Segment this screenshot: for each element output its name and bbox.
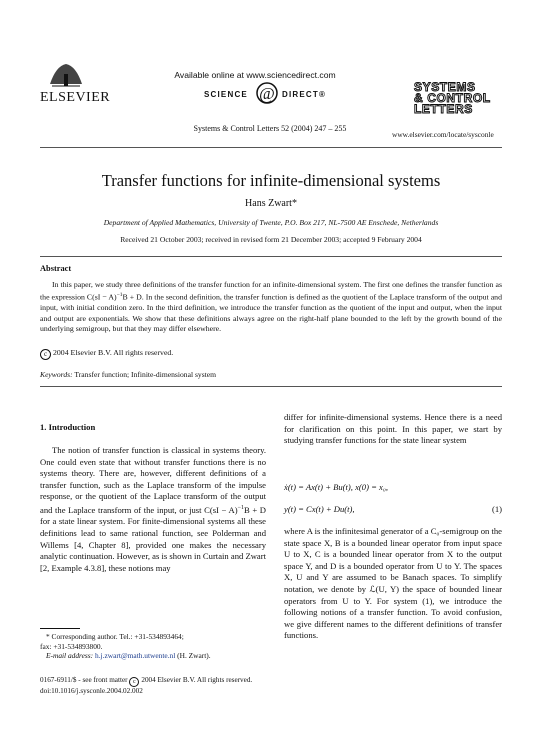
footnote-corresponding: * Corresponding author. Tel.: +31-534893464;	[46, 632, 184, 641]
article-affiliation: Department of Applied Mathematics, University of Twente, P.O. Box 217, NL-7500 AE Enschede, Netherlands	[103, 218, 439, 227]
abstract-bottom-divider	[40, 386, 502, 387]
footer-copyright: 2004 Elsevier B.V. All rights reserved.	[141, 676, 253, 684]
intro-right-paragraph-1: differ for infinite-dimensional systems. Hence there is a need for clarification on this point. In this paper, we start by studying transfer functions for the state linear system	[284, 412, 502, 446]
available-online-text: Available online at www.sciencedirect.com	[174, 70, 336, 80]
author-email-link[interactable]: h.j.zwart@math.utwente.nl	[95, 651, 176, 661]
svg-text:DIRECT®: DIRECT®	[282, 90, 327, 99]
footnote-fax: fax: +31-534893800.	[40, 641, 103, 651]
abstract-top-divider	[40, 256, 502, 257]
article-title: Transfer functions for infinite-dimensional systems	[101, 171, 441, 190]
page-footer	[40, 676, 502, 697]
footnote-rule	[40, 628, 80, 629]
footer-line-1	[40, 676, 502, 687]
footnote	[40, 632, 280, 661]
header-divider	[40, 147, 502, 148]
article-dates: Received 21 October 2003; received in revised form 21 December 2003; accepted 9 February 2004	[120, 235, 422, 244]
equation-line-1: ẋ(t) = Ax(t) + Bu(t), x(0) = x₀,	[284, 482, 388, 492]
equation-number: (1)	[491, 504, 502, 514]
footer-issn: 0167-6911/$ - see front matter	[40, 676, 130, 684]
journal-logo-line-1: SYSTEMS	[414, 80, 476, 94]
journal-reference: Systems & Control Letters 52 (2004) 247 – 255	[193, 124, 347, 133]
sciencedirect-logo	[186, 81, 348, 105]
elsevier-tree-icon	[46, 60, 86, 88]
intro-left-text-b: B + D for a state linear system. For finite-dimensional systems all these definitions lead to same rational function, see Polderman and Willems [4, Chapter 8], provided one makes the necessary analytic continuation. However, as is shown in Curtain and Zwart [2, Example 4.3.8], these notions may	[40, 504, 266, 573]
intro-left-superscript: −1	[237, 504, 244, 511]
keywords-text: Transfer function; Infinite-dimensional system	[74, 370, 217, 379]
article-author: Hans Zwart*	[245, 198, 297, 209]
keywords-label: Keywords:	[40, 370, 73, 379]
svg-text:@: @	[259, 84, 275, 103]
abstract-copyright-text: 2004 Elsevier B.V. All rights reserved.	[53, 348, 174, 357]
footnote-email-suffix: (H. Zwart).	[177, 651, 211, 661]
svg-text:SCIENCE: SCIENCE	[204, 90, 248, 99]
intro-left-paragraph	[40, 445, 266, 574]
abstract-heading: Abstract	[40, 264, 72, 273]
keywords	[40, 370, 502, 379]
journal-logo	[414, 82, 500, 115]
footnote-email-line	[40, 651, 280, 661]
publisher-logo: ELSEVIER	[40, 90, 111, 105]
copyright-icon: c	[40, 349, 51, 360]
equation-line-2	[284, 504, 502, 514]
section-heading: 1. Introduction	[40, 422, 96, 432]
footer-doi: doi:10.1016/j.sysconle.2004.02.002	[40, 687, 143, 695]
abstract-text-1: In this paper, we study three definitions of the transfer function for an infinite-dimensional system. The first one defines the transfer function as the expression C(sI − A)	[40, 280, 502, 302]
abstract-copyright	[40, 348, 502, 360]
intro-right-paragraph-2: where A is the infinitesimal generator of a C₀-semigroup on the state space X, B is a bounded linear operator from input space U to X, C is a bounded linear operator from X to the output space Y, and D is a bounded operator from U to Y. The spaces X, U and Y are assumed to be Banach spaces. To simplify notation, we denote by ℒ(U, Y) the space of bounded linear operators from U to Y. For system (1), we introduce the following notions of a transfer function. To avoid confusion, we give different names to the different definitions of transfer functions.	[284, 526, 502, 641]
abstract-body	[40, 280, 502, 335]
abstract-text-2: B + D. In the second definition, the transfer function is defined as the quotient of the Laplace transform of the output and input, with initial condition zero. In the third definition, we introduce the transfer function as the quotient of the input and output, when the input and output are exponentials. We show that these definitions always agree on the right-half plane bounded to the left by the growth bound of the underlying semigroup, but that they may differ elsewhere.	[40, 293, 502, 334]
footer-copyright-icon: c	[129, 677, 139, 687]
journal-url[interactable]: www.elsevier.com/locate/sysconle	[392, 130, 494, 139]
journal-logo-line-2: & CONTROL	[414, 91, 491, 105]
footnote-email-label: E-mail address:	[46, 651, 94, 661]
equation-line-2-text: y(t) = Cx(t) + Du(t),	[284, 504, 355, 514]
journal-logo-line-3: LETTERS	[414, 102, 473, 116]
abstract-superscript: −1	[116, 292, 123, 299]
intro-left-text-a: The notion of transfer function is classical in systems theory. One could even state that without transfer functions there is no systems theory. There are, however, different definitions of a transfer function, such as the Laplace transform of the impulse response, or the quotient of the Laplace transform of the output and the Laplace transform of the input, or just C(sI − A)	[40, 445, 266, 515]
